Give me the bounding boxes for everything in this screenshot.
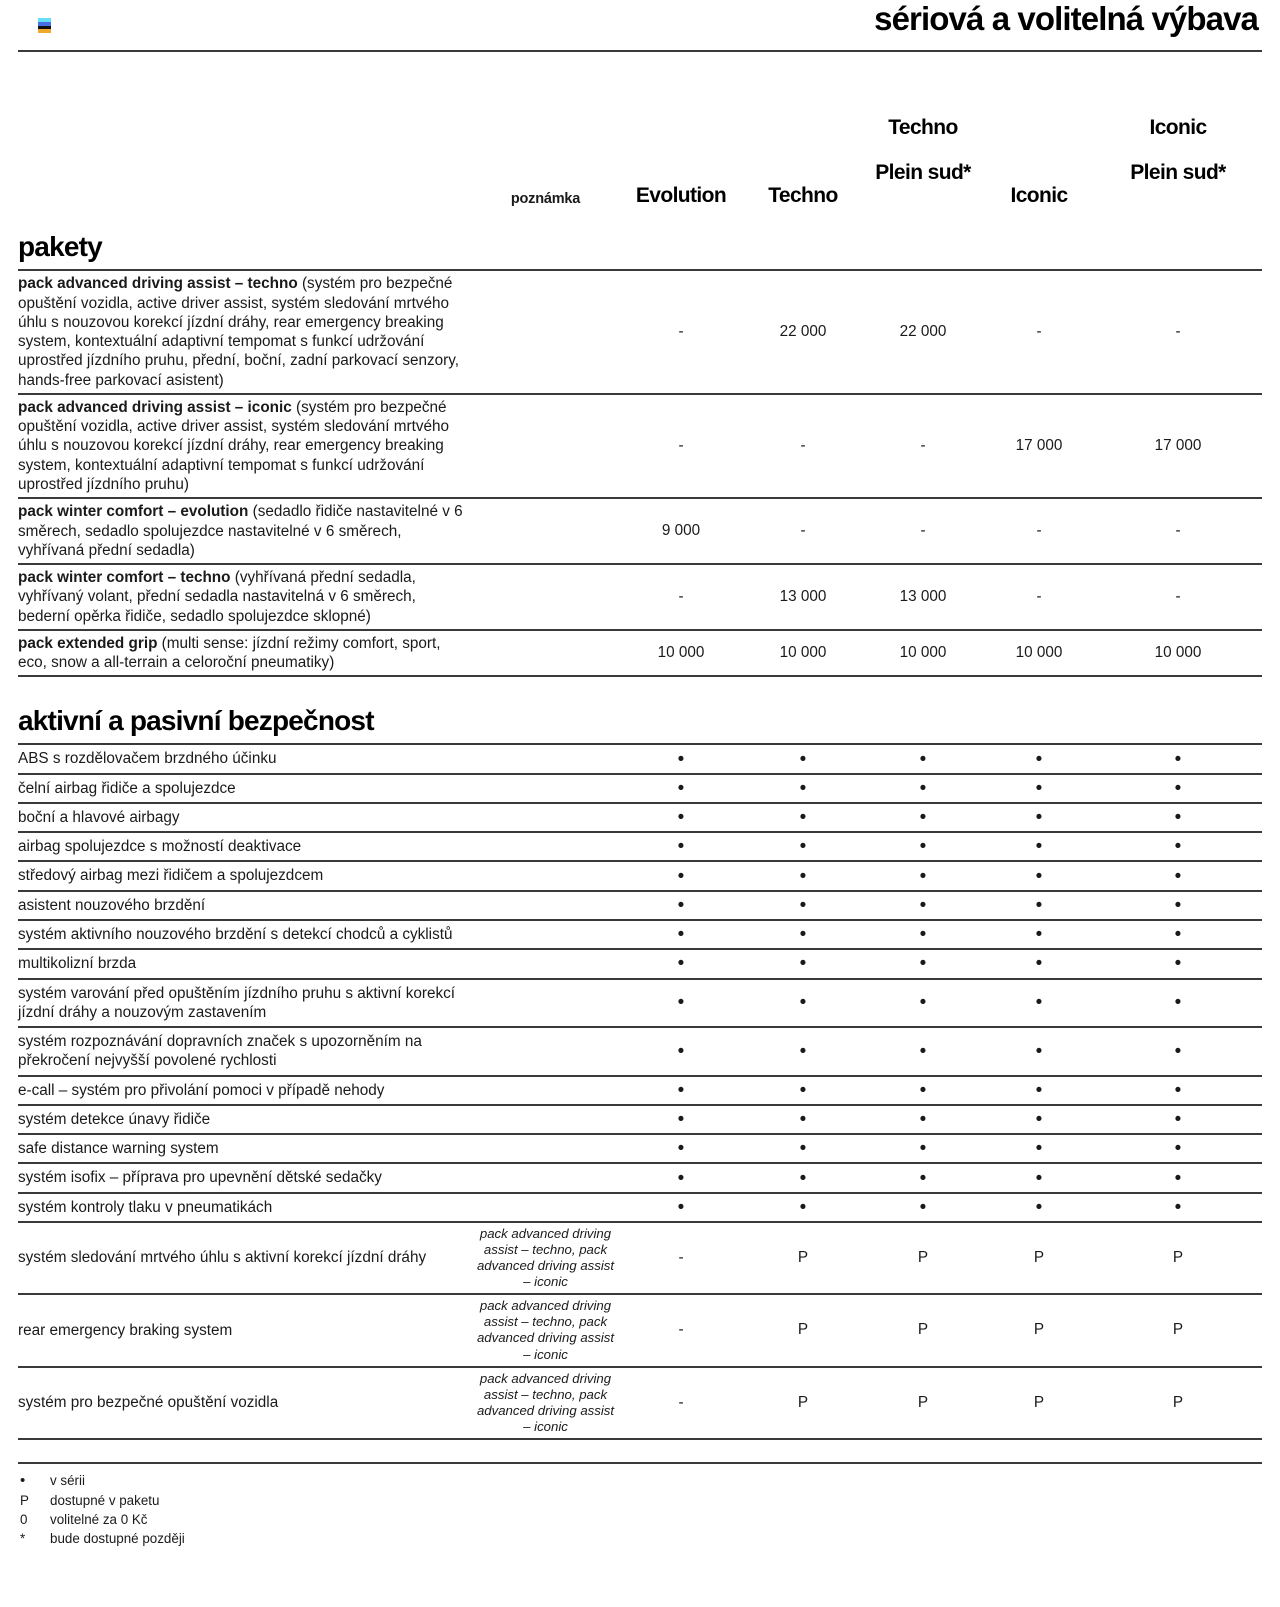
row-value-col-2: 10 000 — [744, 630, 862, 677]
row-value-col-3: - — [862, 394, 984, 498]
row-value-col-3: • — [862, 744, 984, 773]
row-value-col-4: P — [984, 1294, 1094, 1366]
row-value-col-2: 22 000 — [744, 270, 862, 394]
row-label-text: systém pro bezpečné opuštění vozidla — [18, 1394, 279, 1412]
table-row — [18, 1105, 1262, 1134]
row-value-col-5: • — [1094, 949, 1262, 978]
row-label-text: (sedadlo řidiče nastavitelné v 6 směrech, sedadlo spolujezdce nastavitelné v 6 směrech, vyhřívaná přední sedadla) — [18, 503, 463, 559]
table-row — [18, 774, 1262, 803]
row-value-col-2: • — [744, 1027, 862, 1076]
row-label-text: středový airbag mezi řidičem a spolujezdcem — [18, 867, 324, 885]
row-label — [18, 1027, 473, 1076]
row-value-col-3: 13 000 — [862, 564, 984, 630]
row-label-text: airbag spolujezdce s možností deaktivace — [18, 838, 302, 856]
row-note: pack advanced driving assist – techno, pack advanced driving assist – iconic — [473, 1367, 618, 1439]
row-value-col-4: P — [984, 1367, 1094, 1439]
row-label — [18, 979, 473, 1028]
table-row — [18, 1222, 1262, 1294]
row-label-bold: pack advanced driving assist – iconic — [18, 398, 292, 416]
row-value-col-5: • — [1094, 1134, 1262, 1163]
row-value-col-1: • — [618, 920, 744, 949]
row-label-text: systém sledování mrtvého úhlu s aktivní korekcí jízdní dráhy — [18, 1249, 427, 1267]
row-value-col-4: - — [984, 270, 1094, 394]
row-value-col-5: • — [1094, 1163, 1262, 1192]
row-value-col-2: • — [744, 1105, 862, 1134]
table-pakety — [18, 269, 1262, 677]
legend-text: volitelné za 0 Kč — [50, 1512, 148, 1528]
row-value-col-1: 9 000 — [618, 498, 744, 564]
row-value-col-3: • — [862, 891, 984, 920]
row-value-col-1: 10 000 — [618, 630, 744, 677]
row-label — [18, 270, 473, 394]
row-value-col-3: • — [862, 832, 984, 861]
row-note — [473, 949, 618, 978]
row-value-col-1: • — [618, 949, 744, 978]
row-label — [18, 861, 473, 890]
row-note: pack advanced driving assist – techno, pack advanced driving assist – iconic — [473, 1222, 618, 1294]
row-value-col-2: • — [744, 979, 862, 1028]
row-label-text: safe distance warning system — [18, 1140, 219, 1158]
table-row — [18, 891, 1262, 920]
legend-item — [18, 1491, 1262, 1510]
row-value-col-2: • — [744, 803, 862, 832]
row-value-col-4: P — [984, 1222, 1094, 1294]
row-label — [18, 1367, 473, 1439]
row-value-col-5: - — [1094, 498, 1262, 564]
legend-text: v sérii — [50, 1473, 85, 1489]
row-value-col-4: • — [984, 1134, 1094, 1163]
row-value-col-3: • — [862, 1076, 984, 1105]
legend-text: dostupné v paketu — [50, 1493, 160, 1509]
row-label — [18, 1105, 473, 1134]
row-note — [473, 803, 618, 832]
row-label-text: e-call – systém pro přivolání pomoci v případě nehody — [18, 1081, 385, 1099]
row-value-col-3: 10 000 — [862, 630, 984, 677]
row-value-col-2: - — [744, 394, 862, 498]
row-label-text: ABS s rozdělovačem brzdného účinku — [18, 750, 277, 768]
table-row — [18, 394, 1262, 498]
legend — [18, 1462, 1262, 1548]
row-value-col-3: • — [862, 803, 984, 832]
column-header-iconic — [984, 94, 1094, 209]
legend-item — [18, 1470, 1262, 1491]
row-label — [18, 949, 473, 978]
row-note — [473, 1105, 618, 1134]
row-label-bold: pack winter comfort – evolution — [18, 503, 249, 521]
row-value-col-5: • — [1094, 744, 1262, 773]
row-label-text: systém rozpoznávání dopravních značek s upozorněním na překročení nejvyšší povolené rychlosti — [18, 1033, 422, 1070]
row-value-col-5: • — [1094, 979, 1262, 1028]
row-label-text: asistent nouzového brzdění — [18, 896, 206, 914]
row-label-text: (systém pro bezpečné opuštění vozidla, active driver assist, systém sledování mrtvého úhlu s nouzovou korekcí jízdní dráhy, rear emergency breaking system, kontextuální adaptivní tempomat s funkcí udržování uprostřed jízdního pruhu) — [18, 398, 450, 494]
row-label-text: systém aktivního nouzového brzdění s detekcí chodců a cyklistů — [18, 926, 453, 943]
row-value-col-1: • — [618, 803, 744, 832]
table-row — [18, 920, 1262, 949]
row-value-col-4: • — [984, 920, 1094, 949]
table-row — [18, 1193, 1262, 1222]
legend-symbol: • — [20, 1472, 26, 1490]
row-note — [473, 1027, 618, 1076]
row-value-col-4: • — [984, 803, 1094, 832]
row-label — [18, 920, 473, 949]
row-note — [473, 564, 618, 630]
row-label-text: systém isofix – příprava pro upevnění dětské sedačky — [18, 1169, 382, 1187]
row-value-col-4: • — [984, 949, 1094, 978]
row-value-col-1: • — [618, 832, 744, 861]
table-row — [18, 1076, 1262, 1105]
row-value-col-2: • — [744, 1134, 862, 1163]
row-note — [473, 1193, 618, 1222]
row-label — [18, 1193, 473, 1222]
row-value-col-1: - — [618, 1367, 744, 1439]
row-value-col-1: • — [618, 979, 744, 1028]
row-value-col-1: - — [618, 270, 744, 394]
table-row — [18, 861, 1262, 890]
table-row — [18, 979, 1262, 1028]
row-value-col-2: • — [744, 1193, 862, 1222]
row-label-text: systém varování před opuštěním jízdního pruhu s aktivní korekcí jízdní dráhy a nouzovým zastavením — [18, 984, 456, 1021]
row-value-col-2: • — [744, 920, 862, 949]
row-label-text: rear emergency braking system — [18, 1321, 233, 1339]
variant-label-iconic-plein-sud-bottom: Plein sud* — [1130, 161, 1226, 185]
row-label-text: systém kontroly tlaku v pneumatikách — [18, 1198, 273, 1216]
variant-label-techno-plein-sud-top: Techno — [888, 115, 958, 139]
table-row — [18, 949, 1262, 978]
row-value-col-5: • — [1094, 1027, 1262, 1076]
row-note — [473, 861, 618, 890]
row-value-col-5: P — [1094, 1294, 1262, 1366]
row-value-col-3: • — [862, 774, 984, 803]
row-value-col-4: • — [984, 1193, 1094, 1222]
row-value-col-4: • — [984, 1076, 1094, 1105]
row-value-col-5: - — [1094, 564, 1262, 630]
variant-label-iconic-plein-sud-top: Iconic — [1149, 115, 1207, 139]
row-label — [18, 1163, 473, 1192]
page-header — [18, 0, 1262, 48]
legend-item — [18, 1510, 1262, 1529]
row-value-col-1: • — [618, 1193, 744, 1222]
variant-label-evolution: Evolution — [635, 183, 727, 207]
row-label — [18, 803, 473, 832]
row-label-text: (multi sense: jízdní režimy comfort, sport, eco, snow a all-terrain a celoroční pneumatiky) — [18, 634, 441, 672]
row-value-col-4: • — [984, 1105, 1094, 1134]
row-value-col-4: • — [984, 1163, 1094, 1192]
row-value-col-1: • — [618, 1105, 744, 1134]
row-value-col-2: • — [744, 1163, 862, 1192]
column-header-row — [18, 94, 1262, 209]
variant-label-iconic: Iconic — [1010, 183, 1068, 207]
row-label — [18, 774, 473, 803]
row-label — [18, 1076, 473, 1105]
row-value-col-1: • — [618, 891, 744, 920]
row-label — [18, 744, 473, 773]
section-title-bezpecnost: aktivní a pasivní bezpečnost — [18, 705, 374, 737]
table-row — [18, 803, 1262, 832]
row-value-col-1: - — [618, 1294, 744, 1366]
row-value-col-2: 13 000 — [744, 564, 862, 630]
column-header-techno — [744, 94, 862, 209]
row-label — [18, 630, 473, 677]
row-label-text: čelní airbag řidiče a spolujezdce — [18, 779, 236, 797]
table-row — [18, 564, 1262, 630]
row-note — [473, 1134, 618, 1163]
row-value-col-4: 17 000 — [984, 394, 1094, 498]
row-note: pack advanced driving assist – techno, pack advanced driving assist – iconic — [473, 1294, 618, 1366]
row-value-col-3: • — [862, 920, 984, 949]
table-row — [18, 270, 1262, 394]
header-spacer — [18, 94, 473, 209]
row-value-col-2: P — [744, 1294, 862, 1366]
row-value-col-3: • — [862, 1027, 984, 1076]
row-note — [473, 744, 618, 773]
row-value-col-1: • — [618, 1163, 744, 1192]
row-value-col-1: • — [618, 1134, 744, 1163]
row-value-col-5: 17 000 — [1094, 394, 1262, 498]
row-value-col-3: • — [862, 861, 984, 890]
row-value-col-3: P — [862, 1222, 984, 1294]
row-value-col-1: - — [618, 394, 744, 498]
row-value-col-3: P — [862, 1367, 984, 1439]
row-value-col-5: 10 000 — [1094, 630, 1262, 677]
row-value-col-4: • — [984, 832, 1094, 861]
row-note — [473, 832, 618, 861]
row-value-col-4: • — [984, 1027, 1094, 1076]
row-value-col-4: • — [984, 774, 1094, 803]
row-label-text: boční a hlavové airbagy — [18, 808, 180, 826]
row-value-col-3: • — [862, 949, 984, 978]
row-value-col-5: • — [1094, 832, 1262, 861]
row-label — [18, 394, 473, 498]
table-row — [18, 744, 1262, 773]
legend-symbol: P — [20, 1493, 29, 1509]
table-row — [18, 1163, 1262, 1192]
row-value-col-2: • — [744, 1076, 862, 1105]
row-value-col-1: • — [618, 861, 744, 890]
row-value-col-3: • — [862, 979, 984, 1028]
legend-symbol: * — [20, 1531, 26, 1547]
row-label — [18, 832, 473, 861]
table-row — [18, 1294, 1262, 1366]
table-row — [18, 1027, 1262, 1076]
row-label — [18, 1294, 473, 1366]
table-body-pakety — [18, 270, 1262, 676]
column-header-evolution — [618, 94, 744, 209]
row-value-col-3: 22 000 — [862, 270, 984, 394]
row-value-col-2: • — [744, 891, 862, 920]
row-value-col-5: • — [1094, 920, 1262, 949]
row-value-col-2: - — [744, 498, 862, 564]
row-value-col-5: • — [1094, 891, 1262, 920]
row-note — [473, 1076, 618, 1105]
table-bezpecnost — [18, 743, 1262, 1440]
brand-logo-icon — [38, 18, 51, 33]
column-header-techno-plein-sud — [862, 94, 984, 209]
row-value-col-3: • — [862, 1134, 984, 1163]
row-value-col-2: P — [744, 1222, 862, 1294]
row-label — [18, 1222, 473, 1294]
row-value-col-1: • — [618, 1027, 744, 1076]
row-value-col-5: P — [1094, 1222, 1262, 1294]
row-value-col-4: • — [984, 861, 1094, 890]
row-note — [473, 891, 618, 920]
legend-symbol: 0 — [20, 1512, 28, 1528]
row-note — [473, 498, 618, 564]
row-value-col-2: • — [744, 744, 862, 773]
variant-label-techno-plein-sud-bottom: Plein sud* — [875, 161, 971, 185]
row-value-col-4: • — [984, 979, 1094, 1028]
row-note — [473, 920, 618, 949]
section-title-pakety: pakety — [18, 231, 102, 263]
row-label-text: (vyhřívaná přední sedadla, vyhřívaný volant, přední sedadla nastavitelná v 6 směrech, bederní opěrka řidiče, sedadlo spolujezdce sklopné) — [18, 569, 416, 625]
row-label — [18, 891, 473, 920]
row-value-col-1: • — [618, 744, 744, 773]
row-label-text: multikolizní brzda — [18, 955, 137, 973]
row-label-bold: pack winter comfort – techno — [18, 569, 231, 587]
row-value-col-5: • — [1094, 861, 1262, 890]
row-label-text: systém detekce únavy řidiče — [18, 1110, 211, 1128]
row-value-col-3: - — [862, 498, 984, 564]
row-value-col-2: • — [744, 861, 862, 890]
row-value-col-5: - — [1094, 270, 1262, 394]
table-row — [18, 1134, 1262, 1163]
row-value-col-4: 10 000 — [984, 630, 1094, 677]
row-label — [18, 564, 473, 630]
row-value-col-3: • — [862, 1105, 984, 1134]
row-note — [473, 1163, 618, 1192]
row-note — [473, 979, 618, 1028]
row-label-bold: pack advanced driving assist – techno — [18, 275, 298, 293]
row-value-col-2: • — [744, 774, 862, 803]
row-value-col-4: - — [984, 498, 1094, 564]
table-row — [18, 498, 1262, 564]
row-value-col-3: P — [862, 1294, 984, 1366]
row-value-col-1: - — [618, 564, 744, 630]
row-label-text: (systém pro bezpečné opuštění vozidla, active driver assist, systém sledování mrtvého úhlu s nouzovou korekcí jízdní dráhy, rear emergency breaking system, kontextuální adaptivní tempomat s funkcí udržování uprostřed jízdního pruhu, přední, boční, zadní parkovací senzory, hands-free parkovací asistent) — [18, 275, 460, 389]
table-body-bezpecnost — [18, 744, 1262, 1439]
row-value-col-1: - — [618, 1222, 744, 1294]
row-value-col-5: • — [1094, 803, 1262, 832]
row-value-col-5: • — [1094, 1193, 1262, 1222]
row-value-col-4: - — [984, 564, 1094, 630]
row-note — [473, 394, 618, 498]
row-value-col-5: • — [1094, 1105, 1262, 1134]
table-row — [18, 630, 1262, 677]
row-value-col-2: • — [744, 832, 862, 861]
row-label — [18, 498, 473, 564]
row-value-col-5: • — [1094, 774, 1262, 803]
row-value-col-3: • — [862, 1163, 984, 1192]
page-title: sériová a volitelná výbava — [874, 0, 1258, 37]
row-value-col-2: P — [744, 1367, 862, 1439]
legend-item — [18, 1529, 1262, 1548]
row-value-col-4: • — [984, 891, 1094, 920]
legend-text: bude dostupné později — [50, 1531, 185, 1547]
table-row — [18, 1367, 1262, 1439]
row-value-col-3: • — [862, 1193, 984, 1222]
row-note — [473, 774, 618, 803]
row-value-col-2: • — [744, 949, 862, 978]
row-label-bold: pack extended grip — [18, 634, 158, 652]
row-value-col-5: P — [1094, 1367, 1262, 1439]
header-divider — [18, 50, 1262, 52]
row-value-col-1: • — [618, 774, 744, 803]
row-value-col-1: • — [618, 1076, 744, 1105]
column-header-iconic-plein-sud — [1094, 94, 1262, 209]
table-row — [18, 832, 1262, 861]
row-label — [18, 1134, 473, 1163]
column-header-note: poznámka — [510, 191, 581, 208]
row-value-col-4: • — [984, 744, 1094, 773]
row-note — [473, 270, 618, 394]
row-value-col-5: • — [1094, 1076, 1262, 1105]
row-note — [473, 630, 618, 677]
variant-label-techno: Techno — [768, 183, 838, 207]
